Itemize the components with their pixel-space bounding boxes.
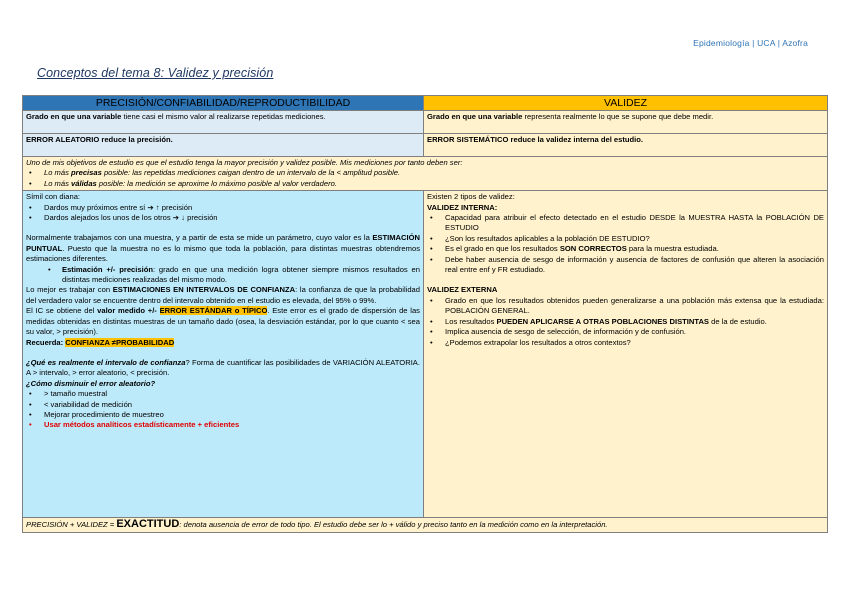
list-item: • Dardos alejados los unos de los otros ➔ ↓ precisión bbox=[26, 213, 420, 223]
list-item: • Usar métodos analíticos estadísticamente + eficientes bbox=[26, 420, 420, 430]
list-item: • Los resultados PUEDEN APLICARSE A OTRAS POBLACIONES DISTINTAS de la de estudio. bbox=[427, 317, 824, 327]
list-item: • Capacidad para atribuir el efecto detectado en el estudio DESDE la MUESTRA HASTA la POBLACIÓN DE ESTUDIO bbox=[427, 213, 824, 234]
list-item: • Implica ausencia de sesgo de selección, de información y de confusión. bbox=[427, 327, 824, 337]
list-item: • Grado en que los resultados obtenidos pueden generalizarse a una población más extensa que la estudiada: POBLACIÓN GENERAL. bbox=[427, 296, 824, 317]
list-item: • Lo más precisas posible: las repetidas mediciones caigan dentro de un intervalo de la < amplitud posible. bbox=[26, 168, 824, 178]
list-item: • Mejorar procedimiento de muestreo bbox=[26, 410, 420, 420]
page-title: Conceptos del tema 8: Validez y precisión bbox=[37, 66, 274, 80]
objectives-row: Uno de mis objetivos de estudio es que el estudio tenga la mayor precisión y validez posible. Mis mediciones por tanto deben ser: • Lo más precisas posible: las repetidas mediciones caigan dentro de un intervalo de la < amplitud posible. • Lo más válidas posible: la medición se aproxime lo máximo posible al valor verdadero. bbox=[23, 157, 828, 191]
precision-definition: Grado en que una variable tiene casi el mismo valor al realizarse repetidas mediciones. bbox=[23, 111, 424, 134]
concepts-table bbox=[22, 95, 828, 533]
validez-header: VALIDEZ bbox=[424, 96, 828, 111]
list-item: • Debe haber ausencia de sesgo de información y ausencia de factores de confusión que alteren la asociación real entre enf y FR estudiado. bbox=[427, 255, 824, 276]
list-item: • Dardos muy próximos entre sí ➔ ↑ precisión bbox=[26, 203, 420, 213]
precision-header: PRECISIÓN/CONFIABILIDAD/REPRODUCTIBILIDAD bbox=[23, 96, 424, 111]
list-item: • Lo más válidas posible: la medición se aproxime lo máximo posible al valor verdadero. bbox=[26, 179, 824, 189]
list-item: • Estimación +/- precisión: grado en que una medición logra obtener siempre mismos resultados en distintas mediciones realizadas del mismo modo. bbox=[26, 265, 420, 286]
validez-body: Existen 2 tipos de validez: VALIDEZ INTERNA: • Capacidad para atribuir el efecto detectado en el estudio DESDE la MUESTRA HASTA la POBLACIÓN DE ESTUDIO • ¿Son los resultados aplicables a la población DE ESTUDIO? • Es el grado en que los resultados SON CORRECTOS para la muestra estudiada. • Debe haber ausencia de sesgo de información y ausencia de factores de confusión que alteren la asociación real entre enf y FR estudiado. VALIDEZ EXTERNA • Grado en que los resultados obtenidos pueden generalizarse a una población más extensa que la estudiada: POBLACIÓN GENERAL. • Los resultados PUEDEN APLICARSE A OTRAS POBLACIONES DISTINTAS de la de estudio. • Implica ausencia de sesgo de selección, de información y de confusión. • ¿Podemos extrapolar los resultados a otros contextos? bbox=[424, 191, 828, 518]
list-item: • > tamaño muestral bbox=[26, 389, 420, 399]
page-header: Epidemiología | UCA | Azofra bbox=[693, 38, 808, 48]
exactitud-footer: PRECISIÓN + VALIDEZ = EXACTITUD: denota ausencia de error de todo tipo. El estudio debe ser lo + válido y preciso tanto en la medición como en la interpretación. bbox=[23, 518, 828, 532]
list-item: • ¿Podemos extrapolar los resultados a otros contextos? bbox=[427, 338, 824, 348]
error-aleatorio-row: ERROR ALEATORIO reduce la precisión. bbox=[23, 134, 424, 157]
list-item: • ¿Son los resultados aplicables a la población DE ESTUDIO? bbox=[427, 234, 824, 244]
validez-definition: Grado en que una variable representa realmente lo que se supone que debe medir. bbox=[424, 111, 828, 134]
list-item: • < variabilidad de medición bbox=[26, 400, 420, 410]
precision-body: Símil con diana: • Dardos muy próximos entre sí ➔ ↑ precisión • Dardos alejados los unos de los otros ➔ ↓ precisión Normalmente trabajamos con una muestra, y a partir de esta se mide un parámetro, cuyo valor es la ESTIMACIÓN PUNTUAL. Puesto que la muestra no es lo mismo que toda la población, para distintas muestras obtendremos estimaciones diferentes. • Estimación +/- precisión: grado en que una medición logra obtener siempre mismos resultados en distintas mediciones realizadas del mismo modo. Lo mejor es trabajar con ESTIMACIONES EN INTERVALOS DE CONFIANZA: la confianza de que la probabilidad del verdadero valor se encuentre dentro del intervalo obtenido en el estudio es elevada, del 95% o 99%. El IC se obtiene del valor medido +/- ERROR ESTÁNDAR o TÍPICO. Este error es el grado de dispersión de las medidas obtenidas en distintas muestras de un tamaño dado (osea, la desviación estándar, por lo que cuanto < sea su valor, > precisión). Recuerda: CONFIANZA ≠PROBABILIDAD ¿Qué es realmente el intervalo de confianza? Forma de cuantificar las posibilidades de VARIACIÓN ALEATORIA. A > intervalo, > error aleatorio, < precisión. ¿Cómo disminuir el error aleatorio? • > tamaño muestral • < variabilidad de medición • Mejorar procedimiento de muestreo • Usar métodos analíticos estadísticamente + eficientes bbox=[23, 191, 424, 518]
list-item: • Es el grado en que los resultados SON CORRECTOS para la muestra estudiada. bbox=[427, 244, 824, 254]
error-sistematico-row: ERROR SISTEMÁTICO reduce la validez interna del estudio. bbox=[424, 134, 828, 157]
